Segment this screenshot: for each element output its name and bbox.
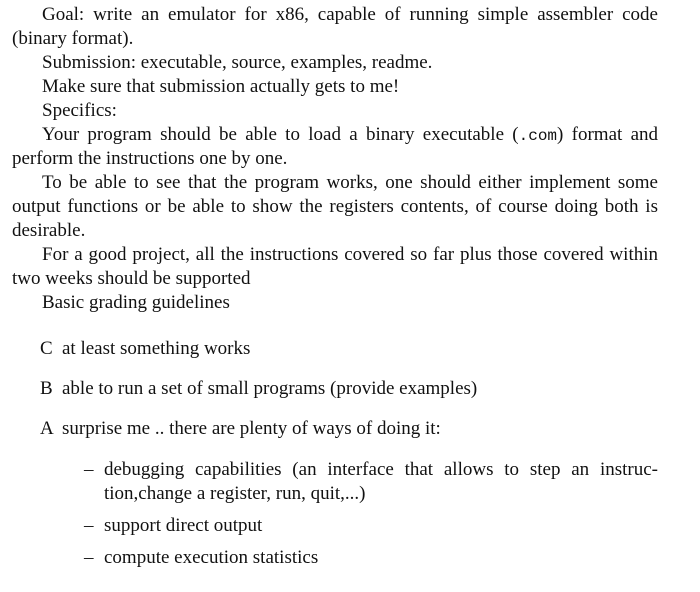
bullet-direct-output: support direct output (104, 515, 263, 536)
grading-heading: Basic grading guidelines (42, 292, 230, 313)
good-project-line-1: For a good project, all the instructions covered so far plus those covered within (42, 244, 658, 265)
specifics-heading: Specifics: (42, 100, 117, 121)
com-format-code: .com (518, 127, 558, 145)
grade-letter: A (40, 418, 54, 439)
goal-line-1: Goal: write an emulator for x86, capable of running simple assembler code (42, 4, 658, 25)
grade-text: at least something works (62, 338, 251, 359)
bullet-dash: – (84, 547, 94, 568)
see-line-3: desirable. (12, 220, 86, 241)
load-line-1 (42, 123, 658, 148)
load-line-1-before: Your program should be able to load a binary executable ( (42, 124, 519, 145)
grade-text: able to run a set of small programs (provide examples) (62, 378, 478, 399)
submission-line: Submission: executable, source, examples, readme. (42, 52, 433, 73)
goal-line-2: (binary format). (12, 28, 134, 49)
bullet-dash: – (84, 515, 94, 536)
load-line-1-after: ) format and (557, 124, 659, 145)
bullet-dash: – (84, 459, 94, 480)
grade-letter: C (40, 338, 53, 359)
bullet-debugging-line-2: tion,change a register, run, quit,...) (104, 483, 366, 504)
grade-c-item (40, 337, 250, 361)
grade-a-item (40, 417, 441, 441)
see-line-2: output functions or be able to show the registers contents, of course doing both is (12, 196, 658, 217)
good-project-line-2: two weeks should be supported (12, 268, 251, 289)
make-sure-line: Make sure that submission actually gets to me! (42, 76, 400, 97)
load-line-2: perform the instructions one by one. (12, 148, 288, 169)
see-line-1: To be able to see that the program works, one should either implement some (42, 172, 658, 193)
bullet-statistics: compute execution statistics (104, 547, 319, 568)
grade-letter: B (40, 378, 53, 399)
grade-b-item (40, 377, 477, 401)
grade-text: surprise me .. there are plenty of ways of doing it: (62, 418, 441, 439)
bullet-debugging-line-1: debugging capabilities (an interface that allows to step an instruc- (104, 459, 658, 480)
